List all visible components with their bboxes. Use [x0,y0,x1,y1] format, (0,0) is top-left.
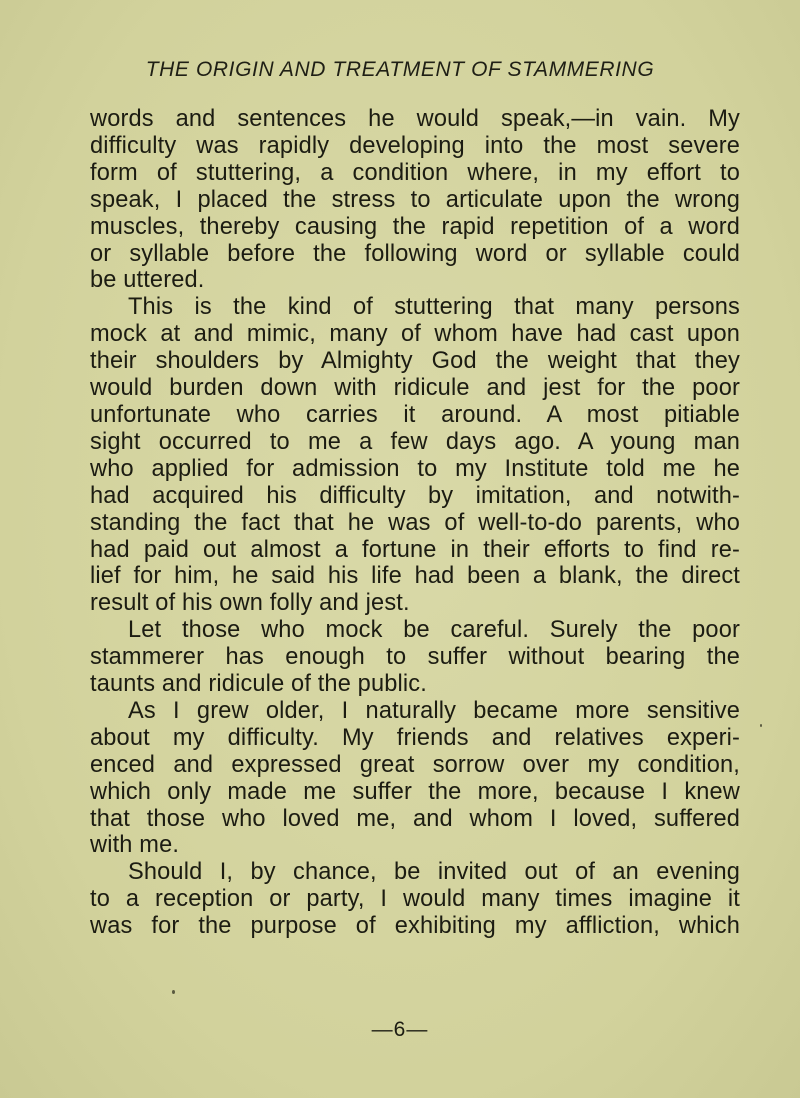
text-line: was for the purpose of exhibiting my affliction, which [90,913,740,940]
text-line: result of his own folly and jest. [90,590,410,617]
text-line: that those who loved me, and whom I loved, suffered [90,805,740,832]
text-line: sight occurred to me a few days ago. A young man [90,428,740,455]
text-line: or syllable before the following word or syllable could [90,240,740,267]
text-line: Should I, by chance, be invited out of an evening [128,859,740,886]
text-line: This is the kind of stuttering that many persons [128,294,740,321]
text-line: speak, I placed the stress to articulate upon the wrong [90,186,740,213]
ink-speck [760,724,762,727]
text-line: to a reception or party, I would many times imagine it [90,886,740,913]
text-line: who applied for admission to my Institute told me he [90,455,740,482]
ink-speck [172,990,175,994]
text-line: enced and expressed great sorrow over my condition, [90,751,740,778]
text-line: be uttered. [90,267,205,294]
text-line: mock at and mimic, many of whom have had cast upon [90,321,740,348]
text-line: which only made me suffer the more, because I knew [90,778,740,805]
text-line: muscles, thereby causing the rapid repetition of a word [90,213,740,240]
text-line: standing the fact that he was of well-to-do parents, who [90,509,740,536]
text-line: difficulty was rapidly developing into the most severe [90,132,740,159]
text-line: had acquired his difficulty by imitation, and notwith- [90,482,740,509]
text-line: stammerer has enough to suffer without bearing the [90,644,740,671]
page-number: —6— [371,1018,429,1041]
text-line: their shoulders by Almighty God the weight that they [90,348,740,375]
text-line: unfortunate who carries it around. A most pitiable [90,401,740,428]
text-line: words and sentences he would speak,—in vain. My [90,106,740,132]
body-text [90,106,740,940]
text-line: taunts and ridicule of the public. [90,671,427,698]
text-line: would burden down with ridicule and jest for the poor [90,375,740,402]
text-line: Let those who mock be careful. Surely the poor [128,617,740,644]
running-head: THE ORIGIN AND TREATMENT OF STAMMERING [145,58,655,81]
text-line: form of stuttering, a condition where, in my effort to [90,159,740,186]
text-line: lief for him, he said his life had been a blank, the direct [90,563,740,590]
text-line: with me. [90,832,180,859]
text-line: about my difficulty. My friends and relatives experi- [90,724,740,751]
text-line: As I grew older, I naturally became more sensitive [128,697,740,724]
text-line: had paid out almost a fortune in their efforts to find re- [90,536,740,563]
